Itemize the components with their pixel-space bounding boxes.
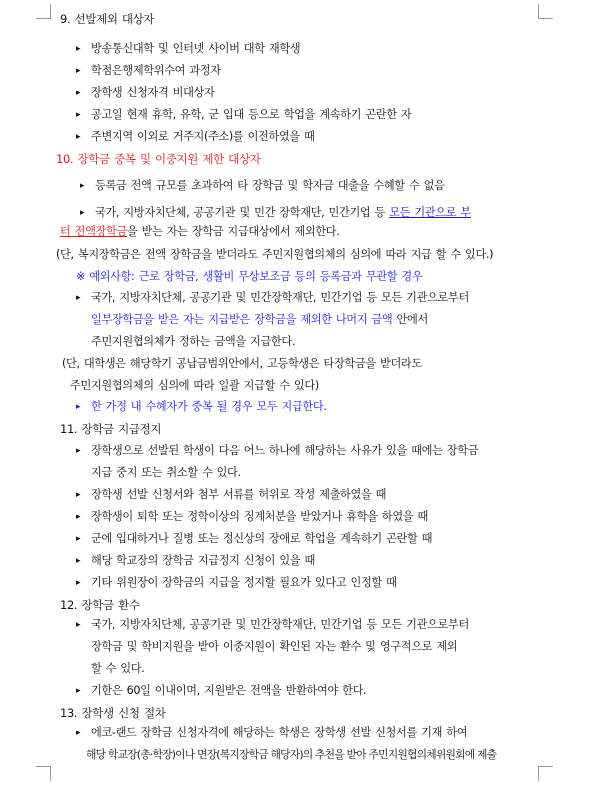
section-12-item: ▸ 국가, 지방자치단체, 공공기관 및 민간장학재단, 민간기업 등 모든 기관으로부터 (76, 618, 469, 631)
section-10-item: ▸ 국가, 지방자치단체, 공공기관 및 민간 장학재단, 민간기업 등 모든 기관으로 부 (80, 206, 471, 219)
section-13-item-continued: 해당 학교장(총·학장)이나 면장(복지장학금 해당자)의 추천을 받아 주민지원협의체위원회에 제출 (86, 748, 497, 761)
section-11-item-continued: 지급 중지 또는 취소할 수 있다. (91, 466, 241, 479)
section-10-note: (단, 대학생은 해당학기 공납금범위안에서, 고등학생은 타장학금을 받더라도 (62, 357, 422, 370)
crop-mark-top-right (538, 4, 553, 19)
bullet-icon: ▸ (76, 132, 81, 142)
crop-mark-bottom-right (538, 766, 553, 781)
section-11-item: ▸ 장학생으로 선발된 학생이 다음 어느 하나에 해당하는 사유가 있을 때에는 장학금 (76, 444, 479, 457)
bullet-icon: ▸ (76, 490, 81, 500)
bullet-icon: ▸ (76, 88, 81, 98)
crop-mark-top-left (36, 4, 51, 19)
bullet-icon: ▸ (76, 556, 81, 566)
bullet-icon: ▸ (76, 110, 81, 120)
section-10-item: ▸ 등록금 전액 규모를 초과하여 타 장학금 및 학자금 대출을 수혜할 수 없음 (80, 179, 445, 192)
crop-mark-bottom-left (36, 766, 51, 781)
exception-item-continued: 주민지원협의체가 정하는 금액을 지급한다. (91, 335, 296, 348)
section-11-item: ▸ 장학생 선발 신청서와 첨부 서류를 허위로 작성 제출하였을 때 (76, 488, 387, 501)
section-9-item: ▸ 공고일 현재 휴학, 유학, 군 입대 등으로 학업을 계속하기 곤란한 자 (76, 108, 412, 121)
highlight-text: 터 전액장학금 (60, 225, 127, 238)
bullet-icon: ▸ (76, 686, 81, 696)
bullet-icon: ▸ (76, 728, 81, 738)
section-9-item: ▸ 장학생 신청자격 비대상자 (76, 86, 215, 99)
bullet-icon: ▸ (76, 402, 81, 412)
section-9-item: ▸ 방송통신대학 및 인터넷 사이버 대학 재학생 (76, 42, 301, 55)
bullet-icon: ▸ (80, 181, 85, 191)
section-9-title: 9. 선발제외 대상자 (60, 12, 155, 26)
section-10-note: 주민지원협의체의 심의에 따라 일괄 지급할 수 있다) (70, 379, 319, 392)
bullet-icon: ▸ (76, 512, 81, 522)
section-10-item-continued: 터 전액장학금을 받는 자는 장학금 지급대상에서 제외한다. (60, 225, 340, 238)
section-12-item-continued: 할 수 있다. (91, 662, 145, 675)
section-10-item: ▸ 한 가정 내 수혜자가 중복 될 경우 모두 지급한다. (76, 400, 327, 413)
section-9-item: ▸ 학점은행제학위수여 과정자 (76, 64, 221, 77)
bullet-icon: ▸ (76, 66, 81, 76)
section-13-item: ▸ 에코-랜드 장학금 신청자격에 해당하는 학생은 장학생 선발 신청서를 기재 하여 (76, 726, 468, 739)
section-12-item: ▸ 기한은 60일 이내이며, 지원받은 전액을 반환하여야 한다. (76, 684, 367, 697)
section-12-item-continued: 장학금 및 학비지원을 받아 이중지원이 확인된 자는 환수 및 영구적으로 제외 (91, 640, 458, 653)
section-10-title: 10. 장학금 중복 및 이중지원 제한 대상자 (56, 152, 261, 166)
bullet-icon: ▸ (76, 44, 81, 54)
section-12-title: 12. 장학금 환수 (60, 598, 140, 612)
bullet-icon: ▸ (76, 446, 81, 456)
section-11-item: ▸ 장학생이 퇴학 또는 정학이상의 징계처분을 받았거나 휴학을 하였을 때 (76, 510, 428, 523)
highlight-text: 일부장학금을 받은 자는 지급받은 장학금을 제외한 나머지 금액 (91, 313, 393, 326)
section-11-item: ▸ 군에 입대하거나 질병 또는 정신상의 장애로 학업을 계속하기 곤란할 때 (76, 532, 433, 545)
bullet-icon: ▸ (76, 293, 81, 303)
bullet-icon: ▸ (76, 578, 81, 588)
bullet-icon: ▸ (80, 208, 85, 218)
section-13-title: 13. 장학생 신청 절차 (60, 706, 166, 720)
section-11-item: ▸ 해당 학교장의 장학금 지급정지 신청이 있을 때 (76, 554, 315, 567)
exception-item-continued: 일부장학금을 받은 자는 지급받은 장학금을 제외한 나머지 금액 안에서 (91, 313, 428, 326)
bullet-icon: ▸ (76, 620, 81, 630)
bullet-icon: ▸ (76, 534, 81, 544)
highlight-text: 모든 기관으로 부 (389, 206, 471, 219)
exception-title: ※ 예외사항: 근로 장학금, 생활비 무상보조금 등의 등록금과 무관할 경우 (76, 270, 423, 283)
section-9-item: ▸ 주변지역 이외로 거주지(주소)를 이전하였을 때 (76, 130, 315, 143)
section-11-item: ▸ 기타 위원장이 장학금의 지급을 정지할 필요가 있다고 인정할 때 (76, 576, 397, 589)
section-10-note: (단, 복지장학금은 전액 장학금을 받더라도 주민지원협의체의 심의에 따라 지급 할 수 있다.) (56, 248, 494, 261)
section-11-title: 11. 장학금 지급정지 (60, 422, 162, 436)
exception-item: ▸ 국가, 지방자치단체, 공공기관 및 민간장학재단, 민간기업 등 모든 기관으로부터 (76, 291, 469, 304)
